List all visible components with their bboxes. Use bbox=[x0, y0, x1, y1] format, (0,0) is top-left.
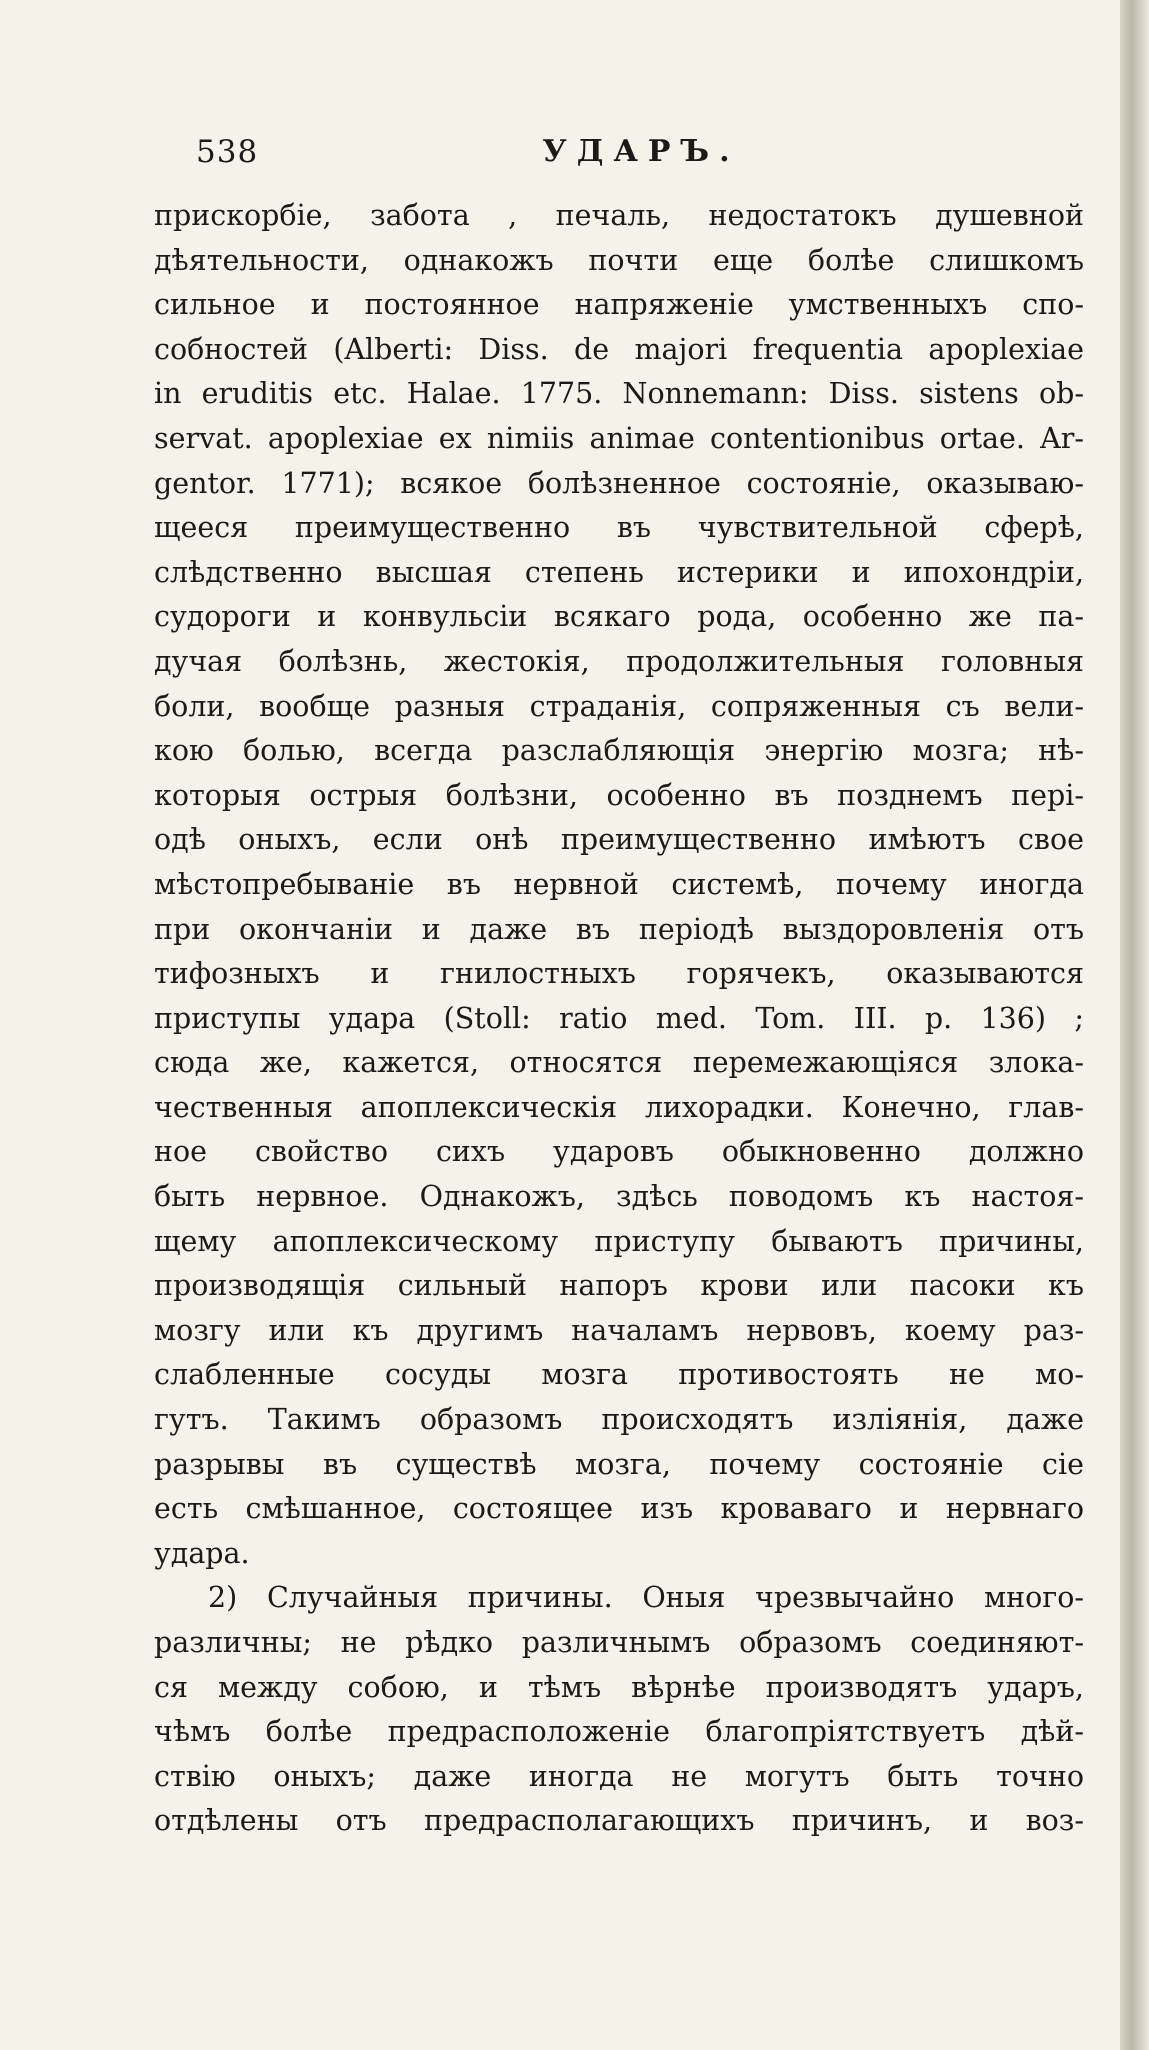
text-line: gentor. 1771); всякое болѣзненное состояніе, оказываю- bbox=[154, 466, 1084, 500]
text-line: сюда же, кажется, относятся перемежающіяся злока- bbox=[154, 1046, 1084, 1080]
text-line: судороги и конвульсіи всякаго рода, особенно же па- bbox=[154, 600, 1084, 634]
page-header bbox=[196, 134, 1086, 184]
text-line: боли, вообще разныя страданія, сопряженныя съ вели- bbox=[154, 689, 1084, 723]
text-line: чѣмъ болѣе предрасположеніе благопріятствуетъ дѣй- bbox=[154, 1715, 1084, 1749]
text-line: ное свойство сихъ ударовъ обыкновенно должно bbox=[154, 1135, 1084, 1169]
text-line: ствію оныхъ; даже иногда не могутъ быть точно bbox=[154, 1759, 1084, 1793]
text-line: servat. apoplexiae ex nimiis animae contentionibus ortae. Ar- bbox=[154, 421, 1084, 455]
text-line: дучая болѣзнь, жестокія, продолжительныя головныя bbox=[154, 644, 1084, 678]
text-line: различны; не рѣдко различнымъ образомъ соединяют- bbox=[154, 1626, 1084, 1659]
text-line: есть смѣшанное, состоящее изъ кроваваго и нервнаго bbox=[154, 1492, 1084, 1526]
text-line: производящія сильный напоръ крови или пасоки къ bbox=[154, 1269, 1084, 1303]
text-line: тифозныхъ и гнилостныхъ горячекъ, оказываются bbox=[154, 957, 1084, 991]
text-line: щему апоплексическому приступу бываютъ причины, bbox=[154, 1224, 1084, 1258]
text-line: слабленные сосуды мозга противостоять не мо- bbox=[154, 1358, 1084, 1392]
text-line: in eruditis etc. Halae. 1775. Nonnemann: Diss. sistens ob- bbox=[154, 377, 1084, 411]
page-edge bbox=[1120, 0, 1149, 2050]
text-line: удара. bbox=[154, 1536, 250, 1570]
page-number: 538 bbox=[196, 134, 259, 170]
text-line: которыя острыя болѣзни, особенно въ позднемъ пері- bbox=[154, 778, 1084, 812]
text-line: при окончаніи и даже въ періодѣ выздоровленія отъ bbox=[154, 912, 1084, 946]
text-line: отдѣлены отъ предрасполагающихъ причинъ, и воз- bbox=[154, 1804, 1084, 1838]
text-line: сильное и постоянное напряженіе умственныхъ спо- bbox=[154, 288, 1084, 322]
text-line: слѣдственно высшая степень истерики и ипохондріи, bbox=[154, 555, 1084, 589]
text-line: ся между собою, и тѣмъ вѣрнѣе производятъ ударъ, bbox=[154, 1670, 1084, 1704]
text-line: мозгу или къ другимъ началамъ нервовъ, коему раз- bbox=[154, 1313, 1084, 1347]
text-line: чественныя апоплексическія лихорадки. Конечно, глав- bbox=[154, 1090, 1084, 1124]
text-line: гутъ. Такимъ образомъ происходятъ изліянія, даже bbox=[154, 1403, 1084, 1437]
running-title: УДАРЪ. bbox=[542, 134, 740, 169]
body-text bbox=[154, 194, 1084, 1844]
text-line: дѣятельности, однакожъ почти еще болѣе слишкомъ bbox=[154, 243, 1084, 277]
text-line: мѣстопребываніе въ нервной системѣ, почему иногда bbox=[154, 867, 1084, 901]
text-line: 2) Случайныя причины. Оныя чрезвычайно много- bbox=[208, 1581, 1084, 1615]
text-line: быть нервное. Однакожъ, здѣсь поводомъ къ настоя- bbox=[154, 1180, 1084, 1214]
text-line: одѣ оныхъ, если онѣ преимущественно имѣютъ свое bbox=[154, 823, 1084, 857]
text-line: собностей (Alberti: Diss. de majori frequentia apoplexiae bbox=[154, 332, 1084, 366]
text-line: разрывы въ существѣ мозга, почему состояніе сіе bbox=[154, 1447, 1084, 1481]
text-line: приступы удара (Stoll: ratio med. Tom. III. p. 136) ; bbox=[154, 1001, 1084, 1035]
text-line: кою болью, всегда разслабляющія энергію мозга; нѣ- bbox=[154, 734, 1084, 768]
text-line: прискорбіе, забота , печаль, недостатокъ душевной bbox=[154, 199, 1084, 232]
text-line: щееся преимущественно въ чувствительной сферѣ, bbox=[154, 511, 1084, 545]
